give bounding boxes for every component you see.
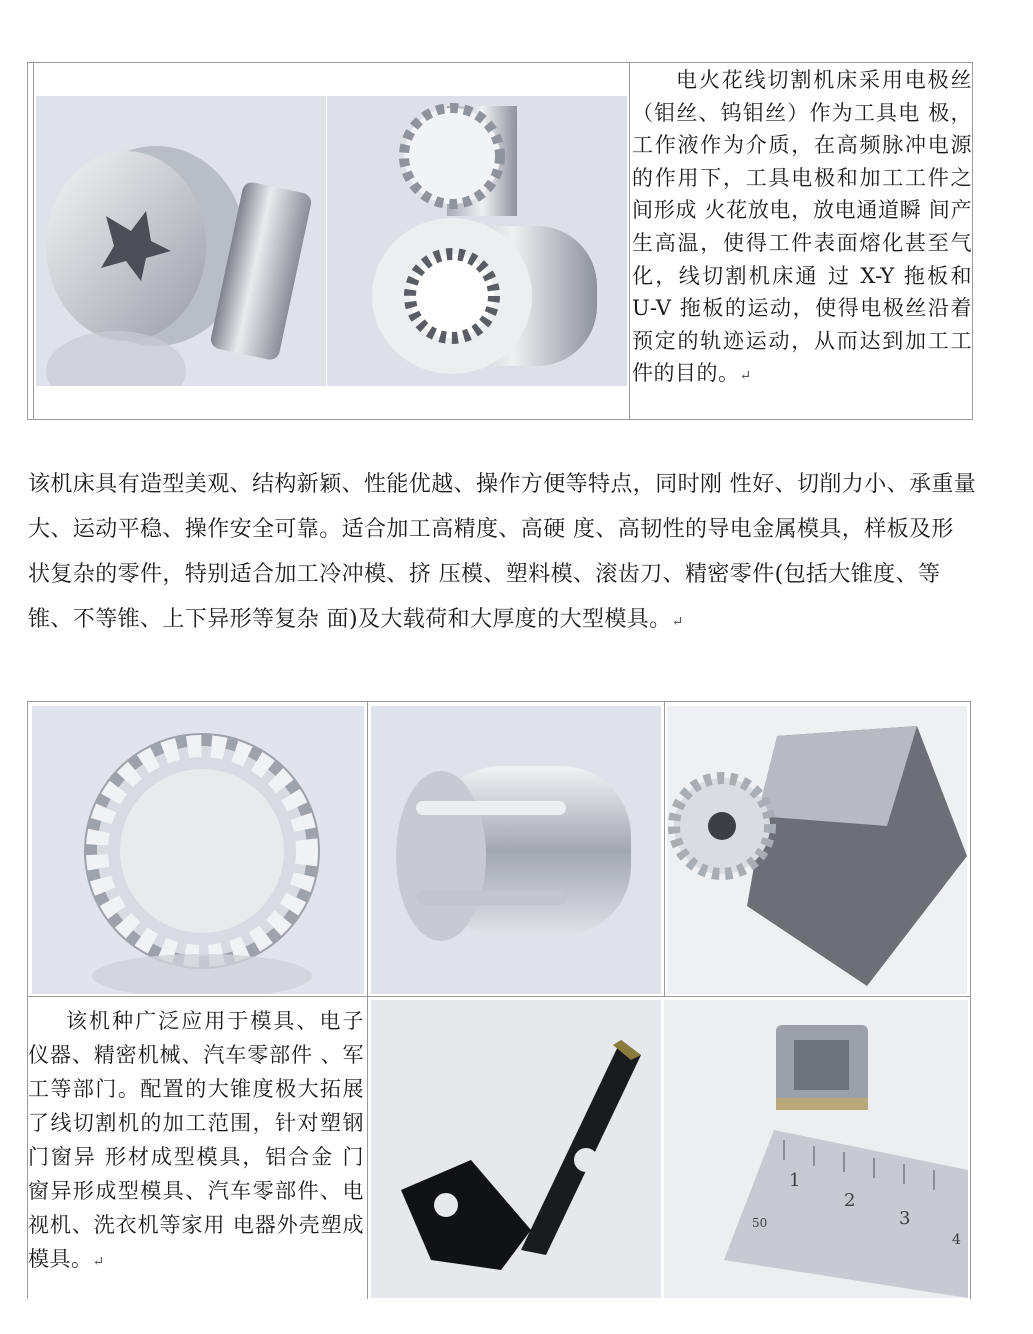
ruler-number: 3 <box>899 1208 911 1229</box>
table-divider <box>367 701 368 1299</box>
table-divider <box>629 62 630 420</box>
ruler-number: 2 <box>844 1190 856 1211</box>
helical-gear-photo <box>32 706 364 994</box>
ruler-number: 50 <box>752 1216 768 1230</box>
paragraph-mark-icon: ↵ <box>739 368 752 385</box>
cross-slot-cylinder-part-photo <box>36 96 326 386</box>
gear-shaft-and-internal-spline-photo <box>327 96 627 386</box>
process-description: 电火花线切割机床采用电极丝（钼丝、钨钼丝）作为工具电 极，工作液作为介质，在高频脉冲电源的作用下，工具电极和加工工件之间形成 火花放电，放电通道瞬 间产生高温，使得工件表面熔化甚至气化，线切割机床通 过 X-Y 拖板和 U-V 拖板的运动，使得电极丝沿着预定的轨迹运动，从而达到加工工 件的目的。↵ <box>632 68 972 386</box>
gear-in-steel-block-photo <box>667 706 967 994</box>
application-description: 该机种广泛应用于模具、电子仪器、精密机械、汽车零部件 、军工等部门。配置的大锥度极大拓展了线切割机的加工范围，针对塑钢门窗异 形材成型模具，铝合金 门窗异形成型模具、汽车零部件、电视机、洗衣机等家用 电器外壳塑成模具。↵ <box>28 1009 364 1271</box>
pump-rotor-photo <box>371 706 661 994</box>
table-divider <box>27 996 971 997</box>
ruler-number: 1 <box>789 1170 801 1191</box>
features-paragraph: 该机床具有造型美观、结构新颖、性能优越、操作方便等特点，同时刚 性好、切削力小、承重量大、运动平稳、操作安全可靠。适合加工高精度、高硬 度、高韧性的导电金属模具，样板及形 状复杂的零件，特别适合加工冷冲模、挤 压模、塑料模、滚齿刀、精密零件(包括大锥度、等锥、不等锥、上下异形等复杂 面)及大载荷和大厚度的大型模具。↵ <box>28 472 977 632</box>
black-ceramic-triangle-parts-photo <box>371 1000 661 1298</box>
paragraph-mark-icon: ↵ <box>671 614 684 630</box>
paragraph-mark-icon: ↵ <box>92 1254 105 1270</box>
ruler-number: 4 <box>952 1232 961 1248</box>
table-divider <box>970 701 971 1299</box>
table-divider <box>33 62 34 420</box>
square-insert-with-ruler-photo <box>664 1000 968 1298</box>
table-divider <box>664 701 665 997</box>
